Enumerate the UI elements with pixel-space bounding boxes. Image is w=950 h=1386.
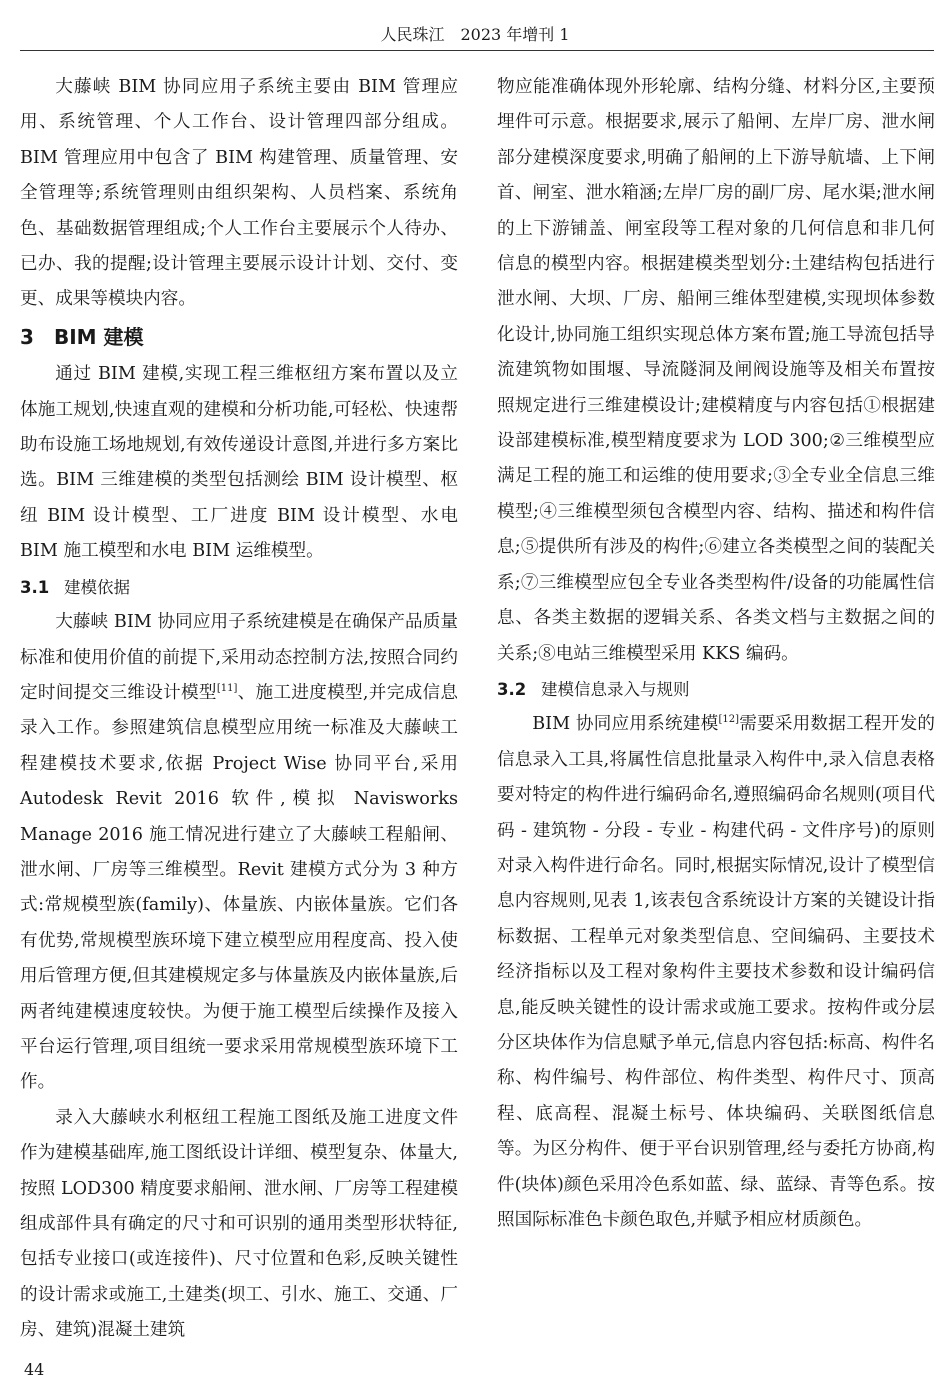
- section-number: 3: [20, 324, 34, 349]
- paragraph: 物应能准确体现外形轮廓、结构分缝、材料分区,主要预埋件可示意。根据要求,展示了船闸、左岸厂房、泄水闸部分建模深度要求,明确了船闸的上下游导航墙、上下闸首、闸室、泄水箱涵;左岸厂房的副厂房、尾水渠;泄水闸的上下游铺盖、闸室段等工程对象的几何信息和非几何信息的模型内容。根据建模类型划分:土建结构包括进行泄水闸、大坝、厂房、船闸三维体型建模,实现坝体参数化设计,协同施工组织实现总体方案布置;施工导流包括导流建筑物如围堰、导流隧洞及闸阀设施等及相关布置按照规定进行三维建模设计;建模精度与内容包括①根据建设部建模标准,模型精度要求为 LOD 300;②三维模型应满足工程的施工和运维的使用要求;③全专业全信息三维模型;④三维模型须包含模型内容、结构、描述和构件信息;⑤提供所有涉及的构件;⑥建立各类模型之间的装配关系;⑦三维模型应包全专业各类型构件/设备的功能属性信息、各类主数据的逻辑关系、各类文档与主数据之间的关系;⑧电站三维模型采用 KKS 编码。: [497, 77, 935, 664]
- paragraph: 通过 BIM 建模,实现工程三维枢纽方案布置以及立体施工规划,快速直观的建模和分析功能,可轻松、快速帮助布设施工场地规划,有效传递设计意图,并进行多方案比选。BIM 三维建模的类型包括测绘 BIM 设计模型、枢纽 BIM 设计模型、工厂进度 BIM 设计模型、水电 BIM 施工模型和水电 BIM 运维模型。: [20, 364, 458, 562]
- paragraph-text: 、施工进度模型,并完成信息录入工作。参照建筑信息模型应用统一标准及大藤峡工程建模技术要求,依据 Project Wise 协同平台,采用 Autodesk Revit 2016 软件,模拟 Navisworks Manage 2016 施工情况进行建立了大藤峡工程船闸、泄水闸、厂房等三维模型。Revit 建模方式分为 3 种方式:常规模型族(family)、体量族、内嵌体量族。它们各有优势,常规模型族环境下建立模型应用程度高、投入使用后管理方便,但其建模规定多与体量族及内嵌体量族,后两者纯建模速度较快。为便于施工模型后续操作及接入平台运行管理,项目组统一要求采用常规模型族环境下工作。: [20, 682, 458, 1093]
- paragraph: 大藤峡 BIM 协同应用子系统主要由 BIM 管理应用、系统管理、个人工作台、设计管理四部分组成。BIM 管理应用中包含了 BIM 构建管理、质量管理、安全管理等;系统管理则由组织架构、人员档案、系统角色、基础数据管理组成;个人工作台主要展示个人待办、已办、我的提醒;设计管理主要展示设计计划、交付、变更、成果等模块内容。: [20, 77, 458, 310]
- citation[interactable]: [11]: [216, 683, 238, 695]
- subsection-number: 3.2: [497, 679, 527, 699]
- left-column: [20, 70, 458, 1349]
- paragraph-text: 大藤峡 BIM 协同应用子系统建模是在确保产品质量标准和使用价值的前提下,采用动态控制方法,按照合同约定时间提交三维设计模型: [20, 612, 458, 703]
- paragraph-text: 需要采用数据工程开发的信息录入工具,将属性信息批量录入构件中,录入信息表格要对特定的构件进行编码命名,遵照编码命名规则(项目代码 - 建筑物 - 分段 - 专业 - 构建代码 - 文件序号)的原则对录入构件进行命名。同时,根据实际情况,设计了模型信息内容规则,见表 1,该表包含系统设计方案的关键设计指标数据、工程单元对象类型信息、空间编码、主要技术经济指标以及工程对象构件主要技术参数和设计编码信息,能反映关键性的设计需求或施工要求。按构件或分层分区块体作为信息赋予单元,信息内容包括:标高、构件名称、构件编号、构件部位、构件类型、构件尺寸、顶高程、底高程、混凝土标号、体块编码、关联图纸信息等。为区分构件、便于平台识别管理,经与委托方协商,构件(块体)颜色采用冷色系如蓝、绿、蓝绿、青等色系。按照国际标准色卡颜色取色,并赋予相应材质颜色。: [497, 714, 935, 1230]
- citation[interactable]: [12]: [718, 714, 739, 726]
- paragraph: [20, 605, 458, 1101]
- subsection-title: 建模信息录入与规则: [541, 679, 690, 699]
- paragraph: 录入大藤峡水利枢纽工程施工图纸及施工进度文件作为建模基础库,施工图纸设计详细、模型复杂、体量大,按照 LOD300 精度要求船闸、泄水闸、厂房等工程建模组成部件具有确定的尺寸和可识别的通用类型形状特征,包括专业接口(或连接件)、尺寸位置和色彩,反映关键性的设计需求或施工,土建类(坝工、引水、施工、交通、厂房、建筑)混凝土建筑: [20, 1107, 458, 1341]
- right-column: [497, 70, 935, 1238]
- page-number: 44: [24, 1360, 45, 1379]
- subsection-heading: [20, 570, 458, 605]
- paragraph-text: BIM 协同应用系统建模: [532, 714, 719, 735]
- running-header: 人民珠江 2023 年增刊 1: [380, 25, 570, 44]
- subsection-heading: [497, 672, 935, 707]
- section-heading: [20, 320, 458, 355]
- section-title: BIM 建模: [54, 324, 144, 349]
- subsection-title: 建模依据: [64, 577, 130, 597]
- paragraph: [497, 707, 935, 1238]
- header-rule: [20, 50, 934, 51]
- subsection-number: 3.1: [20, 577, 50, 597]
